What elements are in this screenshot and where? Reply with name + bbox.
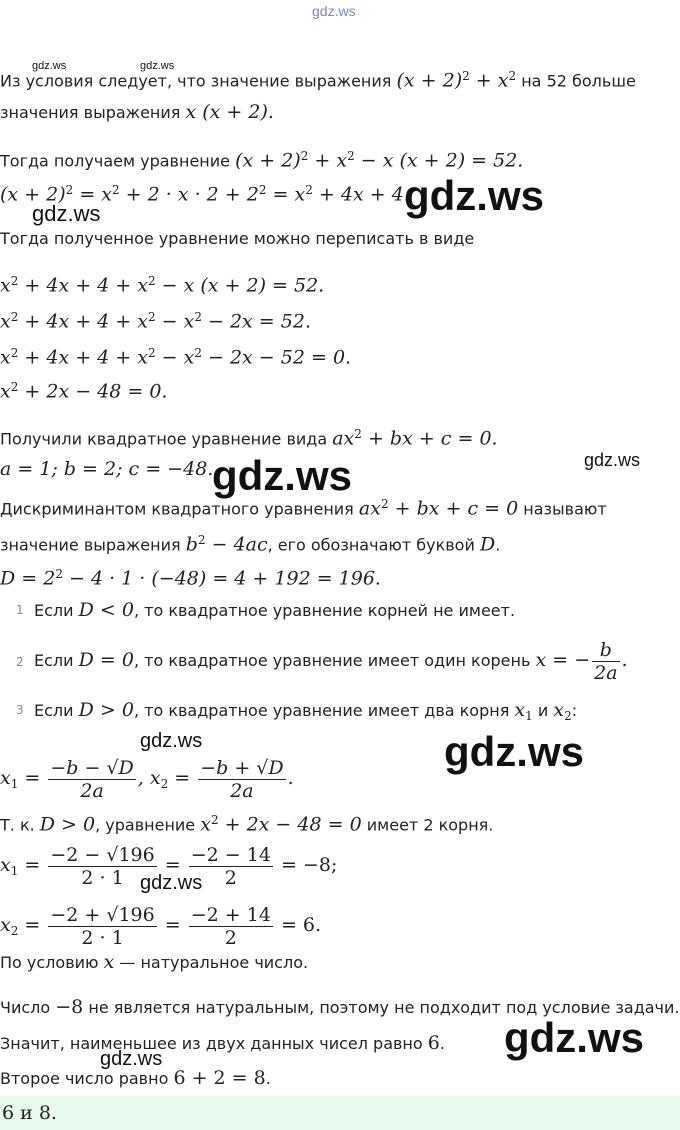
text-line <box>0 494 607 519</box>
exponent: 2 <box>10 380 19 394</box>
math: x (x + 2). <box>185 101 274 123</box>
list-number: 3 <box>16 703 24 717</box>
numerator: −b − √D <box>50 757 134 779</box>
math: + 4x + 4 + x <box>18 346 148 369</box>
math: + 4x + 4 + x <box>18 310 148 333</box>
exponent: 2 <box>197 533 206 547</box>
exponent: 2 <box>508 69 517 83</box>
math: = x <box>266 183 306 206</box>
math: D <box>479 533 496 556</box>
exponent: 2 <box>112 183 120 197</box>
text: Значит, наименьшее из двух данных чисел равно <box>0 1034 428 1053</box>
math: . <box>287 767 294 789</box>
text: , то квадратное уравнение корней не имеет. <box>133 601 516 620</box>
denominator: 2 <box>189 926 273 948</box>
exponent: 2 <box>305 183 313 197</box>
exponent: 2 <box>258 183 267 197</box>
text: Если <box>34 701 79 720</box>
subscript: 2 <box>160 777 169 792</box>
math: D = 0 <box>78 649 134 671</box>
denominator: 2a <box>198 779 285 802</box>
math: − 4 · 1 · (−48) = 4 + 192 = 196. <box>62 567 381 590</box>
math: x <box>0 854 11 876</box>
watermark: gdz.ws <box>504 1014 645 1061</box>
text-line: Тогда полученное уравнение можно переписать в виде <box>0 229 475 248</box>
math: − x <box>155 346 195 369</box>
fraction <box>198 757 285 802</box>
math: x <box>0 767 11 789</box>
exponent: 2 <box>55 567 63 581</box>
text-line <box>0 952 308 973</box>
subscript: 1 <box>10 864 19 879</box>
list-item <box>34 634 628 687</box>
watermark: gdz.ws <box>100 1048 163 1070</box>
coefficients-line: a = 1; b = 2; c = −48. <box>0 458 214 480</box>
text: имеет 2 корня. <box>361 815 494 835</box>
text: не является натуральным, поэтому не подходит под условие задачи. <box>83 998 680 1017</box>
math: = −8; <box>274 854 338 876</box>
subscript: 1 <box>525 709 533 724</box>
math: − 4ac <box>205 533 268 556</box>
denominator: 2 <box>189 866 273 889</box>
math: + bx + c = 0 <box>388 497 519 520</box>
math: D > 0 <box>39 813 96 836</box>
text-line <box>0 530 500 555</box>
watermark: gdz.ws <box>32 60 67 72</box>
math: = <box>18 914 47 936</box>
text: Т. к. <box>0 815 40 835</box>
watermark: gdz.ws <box>404 172 545 219</box>
numerator: −b + √D <box>200 757 284 779</box>
list-number: 1 <box>16 603 24 617</box>
math: + 2x − 48 = 0. <box>18 380 168 403</box>
text: называют <box>518 499 607 519</box>
math: x = − <box>535 649 591 671</box>
text: , то квадратное уравнение имеет один корень <box>133 651 536 670</box>
exponent: 2 <box>210 813 219 827</box>
watermark: gdz.ws <box>140 730 203 752</box>
text: Дискриминантом квадратного уравнения <box>0 499 359 519</box>
text: , его обозначают буквой <box>267 535 480 555</box>
exponent: 2 <box>194 346 202 360</box>
math: x <box>0 380 11 403</box>
math: ax <box>358 497 381 520</box>
numerator: −2 + 14 <box>190 904 271 926</box>
exponent: 2 <box>300 149 309 163</box>
text: . <box>495 535 501 555</box>
math: x <box>553 699 565 721</box>
subscript: 1 <box>10 777 19 792</box>
math: + 4x + 4. <box>312 183 410 206</box>
exponent: 2 <box>10 346 19 360</box>
math: = 6. <box>274 914 322 936</box>
text: , уравнение <box>95 815 201 835</box>
list-number: 2 <box>16 655 24 669</box>
watermark: gdz.ws <box>140 60 175 72</box>
math: , x <box>137 767 161 789</box>
math: − 2x = 52. <box>201 310 311 333</box>
watermark: gdz.ws <box>212 452 353 499</box>
text: Число <box>0 998 56 1017</box>
denominator: 2 · 1 <box>48 866 156 889</box>
text: Тогда получаем уравнение <box>0 151 236 171</box>
answer-text: 6 и 8. <box>2 1102 57 1124</box>
text: . <box>265 1069 271 1088</box>
subscript: 2 <box>564 709 572 724</box>
text: и <box>532 701 554 720</box>
numerator: −2 + √196 <box>50 904 155 926</box>
watermark: gdz.ws <box>584 450 641 470</box>
text: Из условия следует, что значение выражения <box>0 71 397 91</box>
fraction <box>189 904 273 948</box>
math: x <box>0 274 11 297</box>
exponent: 2 <box>147 310 156 324</box>
equation-line <box>0 307 311 332</box>
exponent: 2 <box>462 69 470 83</box>
math: = <box>18 767 47 789</box>
exponent: 2 <box>354 427 362 441</box>
denominator: 2 · 1 <box>48 926 156 948</box>
fraction <box>592 639 619 684</box>
numerator: b <box>599 639 612 661</box>
equation-line <box>0 271 324 296</box>
math: b <box>185 533 198 556</box>
math: ax <box>332 427 355 450</box>
math: − 2x − 52 = 0. <box>201 346 352 369</box>
exponent: 2 <box>65 183 74 197</box>
watermark: gdz.ws <box>32 201 101 226</box>
math: (x + 2) <box>235 149 301 172</box>
math: + 2 · x · 2 + 2 <box>119 183 259 206</box>
math: D < 0 <box>78 599 134 621</box>
math: x <box>0 346 11 369</box>
watermark: gdz.ws <box>444 728 585 775</box>
fraction <box>48 757 135 802</box>
math: − x (x + 2) = 52. <box>354 149 524 172</box>
math: 6 + 2 = 8 <box>173 1067 266 1089</box>
math: (x + 2) <box>396 69 463 92</box>
math: D > 0 <box>78 699 134 721</box>
exponent: 2 <box>147 346 156 360</box>
math: 6 <box>427 1032 440 1054</box>
math: x <box>0 914 11 936</box>
subscript: 2 <box>10 924 19 939</box>
numerator: −2 − √196 <box>50 844 155 866</box>
text: Второе число равно <box>0 1069 174 1088</box>
math: (x + 2) <box>0 183 66 206</box>
exponent: 2 <box>10 310 19 324</box>
text-line <box>0 1068 271 1089</box>
list-item <box>34 700 577 726</box>
fraction <box>48 904 156 948</box>
math: = <box>158 914 187 936</box>
text-line <box>0 810 493 835</box>
text: , то квадратное уравнение имеет два корня <box>133 701 515 720</box>
numerator: −2 − 14 <box>190 844 271 866</box>
text-line <box>0 102 274 123</box>
exponent: 2 <box>380 497 389 511</box>
equation-line <box>0 377 167 402</box>
exponent: 2 <box>194 310 202 324</box>
text: Получили квадратное уравнение вида <box>0 429 333 449</box>
header-watermark: gdz.ws <box>312 3 356 19</box>
text: на 52 больше <box>516 71 636 91</box>
text: . <box>439 1034 445 1053</box>
math: + 2x − 48 = 0 <box>218 813 362 836</box>
math: + x <box>308 149 348 172</box>
math: + bx + c = 0. <box>361 427 498 450</box>
math: . <box>621 649 628 671</box>
text-line <box>0 146 523 171</box>
text-line <box>0 424 498 449</box>
exponent: 2 <box>147 274 156 288</box>
math: x <box>0 310 11 333</box>
math: + x <box>469 69 509 92</box>
text: значение выражения <box>0 535 186 555</box>
math: x <box>103 951 115 973</box>
text-line-condition <box>0 66 636 91</box>
denominator: 2a <box>48 779 135 802</box>
exponent: 2 <box>347 149 355 163</box>
math: D = 2 <box>0 567 56 590</box>
math: = <box>18 854 47 876</box>
text: — натуральное число. <box>114 953 309 972</box>
text: значения выражения <box>0 103 186 122</box>
math: = x <box>73 183 112 206</box>
roots-formula <box>0 752 294 804</box>
math: − x (x + 2) = 52. <box>155 274 325 297</box>
text: Если <box>34 601 79 620</box>
math: x <box>200 813 211 836</box>
math: = <box>158 854 187 876</box>
discriminant-line <box>0 564 381 589</box>
text: : <box>571 701 578 720</box>
text-line <box>0 1033 445 1054</box>
exponent: 2 <box>10 274 19 288</box>
math: = <box>168 767 197 789</box>
watermark: gdz.ws <box>140 872 203 894</box>
math: − x <box>155 310 195 333</box>
denominator: 2a <box>594 662 618 684</box>
equation-line <box>0 343 351 368</box>
math: −8 <box>55 996 84 1018</box>
root-x2 <box>0 898 321 948</box>
math: x <box>514 699 526 721</box>
text: Если <box>34 651 79 670</box>
list-item <box>34 600 515 621</box>
math: + 4x + 4 + x <box>18 274 148 297</box>
answer-box <box>0 1096 680 1130</box>
text: По условию <box>0 953 104 972</box>
